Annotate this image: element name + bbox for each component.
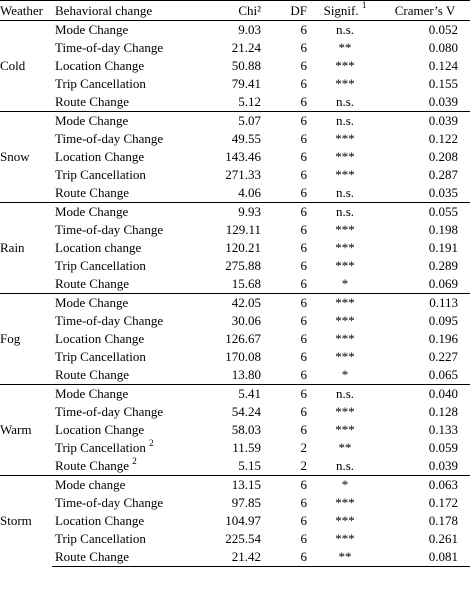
behavioral-change-cell xyxy=(52,75,190,93)
table-row xyxy=(0,457,470,476)
weather-cell: Storm xyxy=(0,476,52,567)
behavioral-change-label: Mode Change xyxy=(55,113,129,128)
behavioral-change-label: Time-of-day Change xyxy=(55,222,164,237)
cramers-v-cell: 0.040 xyxy=(380,385,470,404)
df-cell: 6 xyxy=(300,367,307,382)
header-significance-footnote: 1 xyxy=(361,0,367,11)
behavioral-change-cell xyxy=(52,294,190,313)
df-cell: 2 xyxy=(300,458,307,473)
table-row xyxy=(0,184,470,203)
significance-cell: *** xyxy=(335,240,355,255)
table-row xyxy=(0,494,470,512)
table-row xyxy=(0,257,470,275)
behavioral-change-label: Location Change xyxy=(55,58,145,73)
table-row xyxy=(0,275,470,294)
df-cell: 2 xyxy=(300,440,307,455)
table-row xyxy=(0,166,470,184)
chi-square-cell: 4.06 xyxy=(238,185,261,200)
behavioral-change-label: Location change xyxy=(55,240,142,255)
cramers-v-cell: 0.178 xyxy=(428,513,458,528)
significance-cell: *** xyxy=(310,294,380,313)
significance-cell: * xyxy=(341,276,349,291)
cramers-v-cell: 0.113 xyxy=(380,294,470,313)
cramers-v-cell: 0.128 xyxy=(428,404,458,419)
behavioral-change-cell xyxy=(52,512,190,530)
chi-square-cell: 129.11 xyxy=(225,222,261,237)
weather-group-fog xyxy=(0,294,470,385)
table-header xyxy=(0,1,470,21)
chi-square-cell: 104.97 xyxy=(225,513,261,528)
chi-square-cell: 275.88 xyxy=(225,258,261,273)
table-row xyxy=(0,439,470,457)
cramers-v-cell: 0.261 xyxy=(428,531,458,546)
table-row xyxy=(0,203,470,222)
header-weather: Weather xyxy=(0,1,52,21)
significance-cell: *** xyxy=(335,531,355,546)
behavioral-change-cell xyxy=(52,257,190,275)
behavioral-change-label: Mode Change xyxy=(55,204,129,219)
chi-square-cell: 58.03 xyxy=(231,422,261,437)
df-cell: 6 xyxy=(300,76,307,91)
significance-cell: *** xyxy=(335,331,355,346)
df-cell: 6 xyxy=(264,294,310,313)
cramers-v-cell: 0.052 xyxy=(380,21,470,40)
behavioral-change-label: Location Change xyxy=(55,422,145,437)
behavioral-change-cell xyxy=(52,39,190,57)
weather-cell: Rain xyxy=(0,203,52,294)
significance-cell: *** xyxy=(335,222,355,237)
cramers-v-cell: 0.196 xyxy=(428,331,458,346)
chi-square-cell: 9.03 xyxy=(190,21,264,40)
behavioral-change-cell xyxy=(52,112,190,131)
chi-square-cell: 120.21 xyxy=(225,240,261,255)
chi-square-cell: 15.68 xyxy=(231,276,261,291)
cramers-v-cell: 0.208 xyxy=(428,149,458,164)
behavioral-change-label: Trip Cancellation xyxy=(55,167,146,182)
cramers-v-cell: 0.289 xyxy=(428,258,458,273)
behavioral-change-cell xyxy=(52,457,190,476)
df-cell: 6 xyxy=(300,276,307,291)
table-row xyxy=(0,112,470,131)
significance-cell: *** xyxy=(335,313,355,328)
behavioral-change-cell xyxy=(52,203,190,222)
chi-square-cell: 5.41 xyxy=(190,385,264,404)
significance-cell: *** xyxy=(335,131,355,146)
weather-group-warm xyxy=(0,385,470,476)
cramers-v-cell: 0.133 xyxy=(428,422,458,437)
table-row xyxy=(0,93,470,112)
behavioral-change-cell xyxy=(52,494,190,512)
behavioral-change-cell xyxy=(52,130,190,148)
behavioral-change-label: Trip Cancellation xyxy=(55,349,146,364)
significance-cell: *** xyxy=(335,349,355,364)
table-row xyxy=(0,403,470,421)
cramers-v-cell: 0.227 xyxy=(428,349,458,364)
behavioral-change-cell xyxy=(52,366,190,385)
behavioral-change-cell xyxy=(52,348,190,366)
significance-cell: n.s. xyxy=(310,21,380,40)
behavioral-change-label: Route Change xyxy=(55,549,130,564)
table-row xyxy=(0,330,470,348)
df-cell: 6 xyxy=(300,531,307,546)
significance-cell: * xyxy=(310,476,380,495)
behavioral-change-label: Mode change xyxy=(55,477,126,492)
table-row xyxy=(0,348,470,366)
behavioral-change-cell xyxy=(52,403,190,421)
table-row xyxy=(0,130,470,148)
cramers-v-cell: 0.122 xyxy=(428,131,458,146)
df-cell: 6 xyxy=(264,476,310,495)
significance-cell: *** xyxy=(335,495,355,510)
behavioral-change-label: Route Change xyxy=(55,367,130,382)
behavioral-change-label: Route Change xyxy=(55,458,130,473)
behavioral-change-label: Time-of-day Change xyxy=(55,404,164,419)
chi-square-cell: 30.06 xyxy=(231,313,261,328)
significance-cell: n.s. xyxy=(310,112,380,131)
cramers-v-cell: 0.039 xyxy=(380,112,470,131)
weather-cell: Snow xyxy=(0,112,52,203)
header-chi-square: Chi² xyxy=(190,1,264,21)
behavioral-change-label: Time-of-day Change xyxy=(55,131,164,146)
behavioral-change-cell xyxy=(52,275,190,294)
behavioral-change-label: Mode Change xyxy=(55,22,129,37)
table-row xyxy=(0,385,470,404)
behavioral-change-cell xyxy=(52,421,190,439)
significance-cell: n.s. xyxy=(335,185,355,200)
weather-cell: Warm xyxy=(0,385,52,476)
significance-cell: *** xyxy=(335,513,355,528)
behavioral-change-cell xyxy=(52,548,190,567)
behavioral-change-label: Trip Cancellation xyxy=(55,440,146,455)
chi-square-cell: 50.88 xyxy=(231,58,261,73)
df-cell: 6 xyxy=(264,385,310,404)
chi-square-cell: 170.08 xyxy=(225,349,261,364)
table-row xyxy=(0,366,470,385)
cramers-v-cell: 0.124 xyxy=(428,58,458,73)
behavioral-change-label: Time-of-day Change xyxy=(55,40,164,55)
df-cell: 6 xyxy=(300,131,307,146)
behavioral-change-label: Mode Change xyxy=(55,386,129,401)
cramers-v-cell: 0.065 xyxy=(428,367,458,382)
significance-cell: *** xyxy=(335,149,355,164)
chi-square-cell: 225.54 xyxy=(225,531,261,546)
behavioral-change-label: Route Change xyxy=(55,185,130,200)
chi-square-cell: 9.93 xyxy=(190,203,264,222)
chi-square-cell: 13.15 xyxy=(190,476,264,495)
cramers-v-cell: 0.081 xyxy=(380,548,470,567)
weather-group-cold xyxy=(0,21,470,112)
behavioral-change-cell xyxy=(52,93,190,112)
behavioral-change-cell xyxy=(52,221,190,239)
behavioral-change-label: Location Change xyxy=(55,331,145,346)
significance-cell: *** xyxy=(335,76,355,91)
behavioral-change-cell xyxy=(52,184,190,203)
chi-square-cell: 11.59 xyxy=(232,440,261,455)
cramers-v-cell: 0.155 xyxy=(428,76,458,91)
significance-cell: n.s. xyxy=(310,385,380,404)
table-row xyxy=(0,39,470,57)
significance-cell: *** xyxy=(335,404,355,419)
weather-cell: Cold xyxy=(0,21,52,112)
cramers-v-cell: 0.063 xyxy=(380,476,470,495)
significance-cell: *** xyxy=(335,258,355,273)
df-cell: 6 xyxy=(300,258,307,273)
header-df: DF xyxy=(264,1,310,21)
weather-group-snow xyxy=(0,112,470,203)
chi-square-cell: 5.12 xyxy=(238,94,261,109)
chi-square-cell: 271.33 xyxy=(225,167,261,182)
cramers-v-cell: 0.287 xyxy=(428,167,458,182)
df-cell: 6 xyxy=(300,422,307,437)
table-row xyxy=(0,221,470,239)
table-row xyxy=(0,476,470,495)
behavioral-change-cell xyxy=(52,148,190,166)
df-cell: 6 xyxy=(300,40,307,55)
table-row xyxy=(0,21,470,40)
significance-cell: *** xyxy=(335,58,355,73)
df-cell: 6 xyxy=(264,548,310,567)
df-cell: 6 xyxy=(300,331,307,346)
cramers-v-cell: 0.039 xyxy=(428,94,458,109)
table-row xyxy=(0,548,470,567)
chi-square-cell: 5.15 xyxy=(238,458,261,473)
df-cell: 6 xyxy=(300,404,307,419)
weather-group-rain xyxy=(0,203,470,294)
header-cramers-v: Cramer’s V xyxy=(380,1,470,21)
footnote-marker: 2 xyxy=(132,455,137,466)
df-cell: 6 xyxy=(300,167,307,182)
df-cell: 6 xyxy=(264,112,310,131)
behavioral-change-cell xyxy=(52,21,190,40)
cramers-v-cell: 0.035 xyxy=(428,185,458,200)
table-row xyxy=(0,312,470,330)
df-cell: 6 xyxy=(300,58,307,73)
chi-square-cell: 54.24 xyxy=(231,404,261,419)
df-cell: 6 xyxy=(300,240,307,255)
cramers-v-cell: 0.059 xyxy=(428,440,458,455)
significance-cell: *** xyxy=(335,167,355,182)
cramers-v-cell: 0.069 xyxy=(428,276,458,291)
behavioral-change-label: Location Change xyxy=(55,513,145,528)
df-cell: 6 xyxy=(300,349,307,364)
behavioral-change-cell xyxy=(52,476,190,495)
header-significance-label: Signif. xyxy=(323,2,359,18)
header-behavioral-change: Behavioral change xyxy=(52,1,190,21)
significance-cell: ** xyxy=(338,40,352,55)
table-row xyxy=(0,421,470,439)
significance-cell: * xyxy=(341,367,349,382)
behavioral-change-cell xyxy=(52,312,190,330)
df-cell: 6 xyxy=(300,185,307,200)
behavioral-change-cell xyxy=(52,166,190,184)
significance-cell: ** xyxy=(338,440,352,455)
chi-square-cell: 143.46 xyxy=(225,149,261,164)
significance-cell: n.s. xyxy=(335,94,355,109)
behavioral-change-cell xyxy=(52,439,190,457)
behavioral-change-cell xyxy=(52,57,190,75)
chi-square-cell: 97.85 xyxy=(231,495,261,510)
df-cell: 6 xyxy=(264,203,310,222)
chi-square-cell: 79.41 xyxy=(231,76,261,91)
behavioral-change-cell xyxy=(52,530,190,548)
significance-cell: ** xyxy=(310,548,380,567)
chi-square-cell: 21.24 xyxy=(231,40,261,55)
behavioral-change-cell xyxy=(52,330,190,348)
chi-square-cell: 49.55 xyxy=(231,131,261,146)
table-row xyxy=(0,239,470,257)
table-row xyxy=(0,512,470,530)
behavioral-change-label: Time-of-day Change xyxy=(55,313,164,328)
cramers-v-cell: 0.172 xyxy=(428,495,458,510)
behavioral-change-label: Mode Change xyxy=(55,295,129,310)
chi-square-cell: 13.80 xyxy=(231,367,261,382)
df-cell: 6 xyxy=(300,222,307,237)
table-row xyxy=(0,530,470,548)
behavioral-change-label: Route Change xyxy=(55,94,130,109)
cramers-v-cell: 0.095 xyxy=(428,313,458,328)
behavioral-change-cell xyxy=(52,385,190,404)
chi-square-cell: 126.67 xyxy=(225,331,261,346)
footnote-marker: 2 xyxy=(149,437,154,448)
df-cell: 6 xyxy=(300,513,307,528)
significance-cell: n.s. xyxy=(310,203,380,222)
table-row xyxy=(0,294,470,313)
behavioral-change-cell xyxy=(52,239,190,257)
cramers-v-cell: 0.191 xyxy=(428,240,458,255)
significance-cell: *** xyxy=(335,422,355,437)
significance-cell: n.s. xyxy=(335,458,355,473)
header-row xyxy=(0,1,470,21)
df-cell: 6 xyxy=(300,94,307,109)
cramers-v-cell: 0.080 xyxy=(428,40,458,55)
behavioral-change-label: Trip Cancellation xyxy=(55,258,146,273)
chi-square-cell: 42.05 xyxy=(190,294,264,313)
table-row xyxy=(0,148,470,166)
behavioral-change-label: Location Change xyxy=(55,149,145,164)
chi-square-cell: 21.42 xyxy=(190,548,264,567)
table-row xyxy=(0,57,470,75)
weather-group-storm xyxy=(0,476,470,567)
cramers-v-cell: 0.055 xyxy=(380,203,470,222)
cramers-v-cell: 0.198 xyxy=(428,222,458,237)
header-significance xyxy=(310,1,380,21)
behavioral-change-label: Trip Cancellation xyxy=(55,76,146,91)
behavioral-change-label: Time-of-day Change xyxy=(55,495,164,510)
df-cell: 6 xyxy=(300,313,307,328)
behavioral-change-label: Trip Cancellation xyxy=(55,531,146,546)
behavioral-change-label: Route Change xyxy=(55,276,130,291)
weather-cell: Fog xyxy=(0,294,52,385)
df-cell: 6 xyxy=(300,149,307,164)
df-cell: 6 xyxy=(300,495,307,510)
table-row xyxy=(0,75,470,93)
chi-square-cell: 5.07 xyxy=(190,112,264,131)
cramers-v-cell: 0.039 xyxy=(428,458,458,473)
df-cell: 6 xyxy=(264,21,310,40)
